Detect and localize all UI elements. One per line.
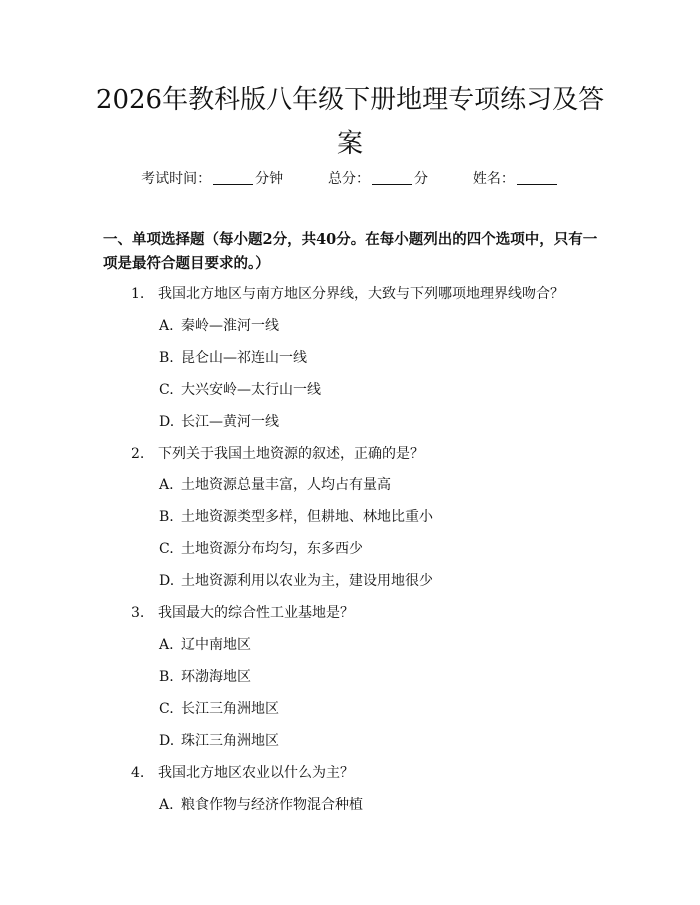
q3-option-b <box>159 666 251 686</box>
option-text: 环渤海地区 <box>181 669 251 685</box>
option-letter: B. <box>159 350 174 366</box>
option-letter: D. <box>159 414 175 430</box>
option-text: 昆仑山—祁连山一线 <box>181 350 307 366</box>
option-letter: A. <box>159 318 174 334</box>
question-2 <box>131 443 424 463</box>
section-heading: 一、单项选择题（每小题2分，共40分。在每小题列出的四个选项中，只有一项是最符合题目要求的。） <box>103 231 598 272</box>
option-text: 辽中南地区 <box>181 637 251 653</box>
q2-option-c <box>159 538 363 558</box>
option-text: 秦岭—淮河一线 <box>181 318 279 334</box>
q3-option-c <box>159 698 279 718</box>
option-text: 珠江三角洲地区 <box>181 733 279 749</box>
option-letter: B. <box>159 509 174 525</box>
option-text: 大兴安岭—太行山一线 <box>181 382 321 398</box>
option-letter: D. <box>159 573 175 589</box>
question-number: 1. <box>131 286 145 302</box>
time-label: 考试时间： <box>141 171 212 187</box>
option-text: 土地资源分布均匀，东多西少 <box>181 541 363 557</box>
option-text: 土地资源总量丰富，人均占有量高 <box>181 477 391 493</box>
score-blank <box>372 170 412 185</box>
score-unit: 分 <box>414 171 428 187</box>
q2-option-a <box>159 474 391 494</box>
q1-option-a <box>159 315 279 335</box>
q1-option-d <box>159 411 279 431</box>
q2-option-d <box>159 570 433 590</box>
question-1 <box>131 283 564 303</box>
question-number: 3. <box>131 605 145 621</box>
option-letter: C. <box>159 701 174 717</box>
document-title: 2026年教科版八年级下册地理专项练习及答案 <box>95 85 605 159</box>
option-letter: A. <box>159 637 174 653</box>
option-letter: D. <box>159 733 175 749</box>
option-text: 长江—黄河一线 <box>181 414 279 430</box>
name-label: 姓名： <box>472 171 515 187</box>
option-letter: B. <box>159 669 174 685</box>
question-text: 我国北方地区农业以什么为主？ <box>158 765 354 781</box>
time-blank <box>213 170 253 185</box>
time-unit: 分钟 <box>255 171 284 187</box>
name-blank <box>517 170 557 185</box>
question-number: 4. <box>131 765 145 781</box>
q1-option-b <box>159 347 307 367</box>
q3-option-d <box>159 730 279 750</box>
option-letter: C. <box>159 541 174 557</box>
question-text: 我国北方地区与南方地区分界线，大致与下列哪项地理界线吻合？ <box>158 286 564 302</box>
q3-option-a <box>159 634 251 654</box>
option-letter: C. <box>159 382 174 398</box>
question-4 <box>131 762 354 782</box>
exam-meta-line <box>0 168 700 188</box>
question-number: 2. <box>131 446 145 462</box>
q2-option-b <box>159 506 433 526</box>
option-letter: A. <box>159 477 174 493</box>
score-label: 总分： <box>328 171 370 187</box>
question-text: 下列关于我国土地资源的叙述，正确的是？ <box>158 446 424 462</box>
option-text: 长江三角洲地区 <box>181 701 279 717</box>
q4-option-a <box>159 794 363 814</box>
option-text: 粮食作物与经济作物混合种植 <box>181 797 363 813</box>
question-3 <box>131 602 354 622</box>
question-text: 我国最大的综合性工业基地是？ <box>158 605 354 621</box>
option-text: 土地资源利用以农业为主，建设用地很少 <box>181 573 433 589</box>
option-text: 土地资源类型多样，但耕地、林地比重小 <box>181 509 433 525</box>
option-letter: A. <box>159 797 174 813</box>
q1-option-c <box>159 379 321 399</box>
